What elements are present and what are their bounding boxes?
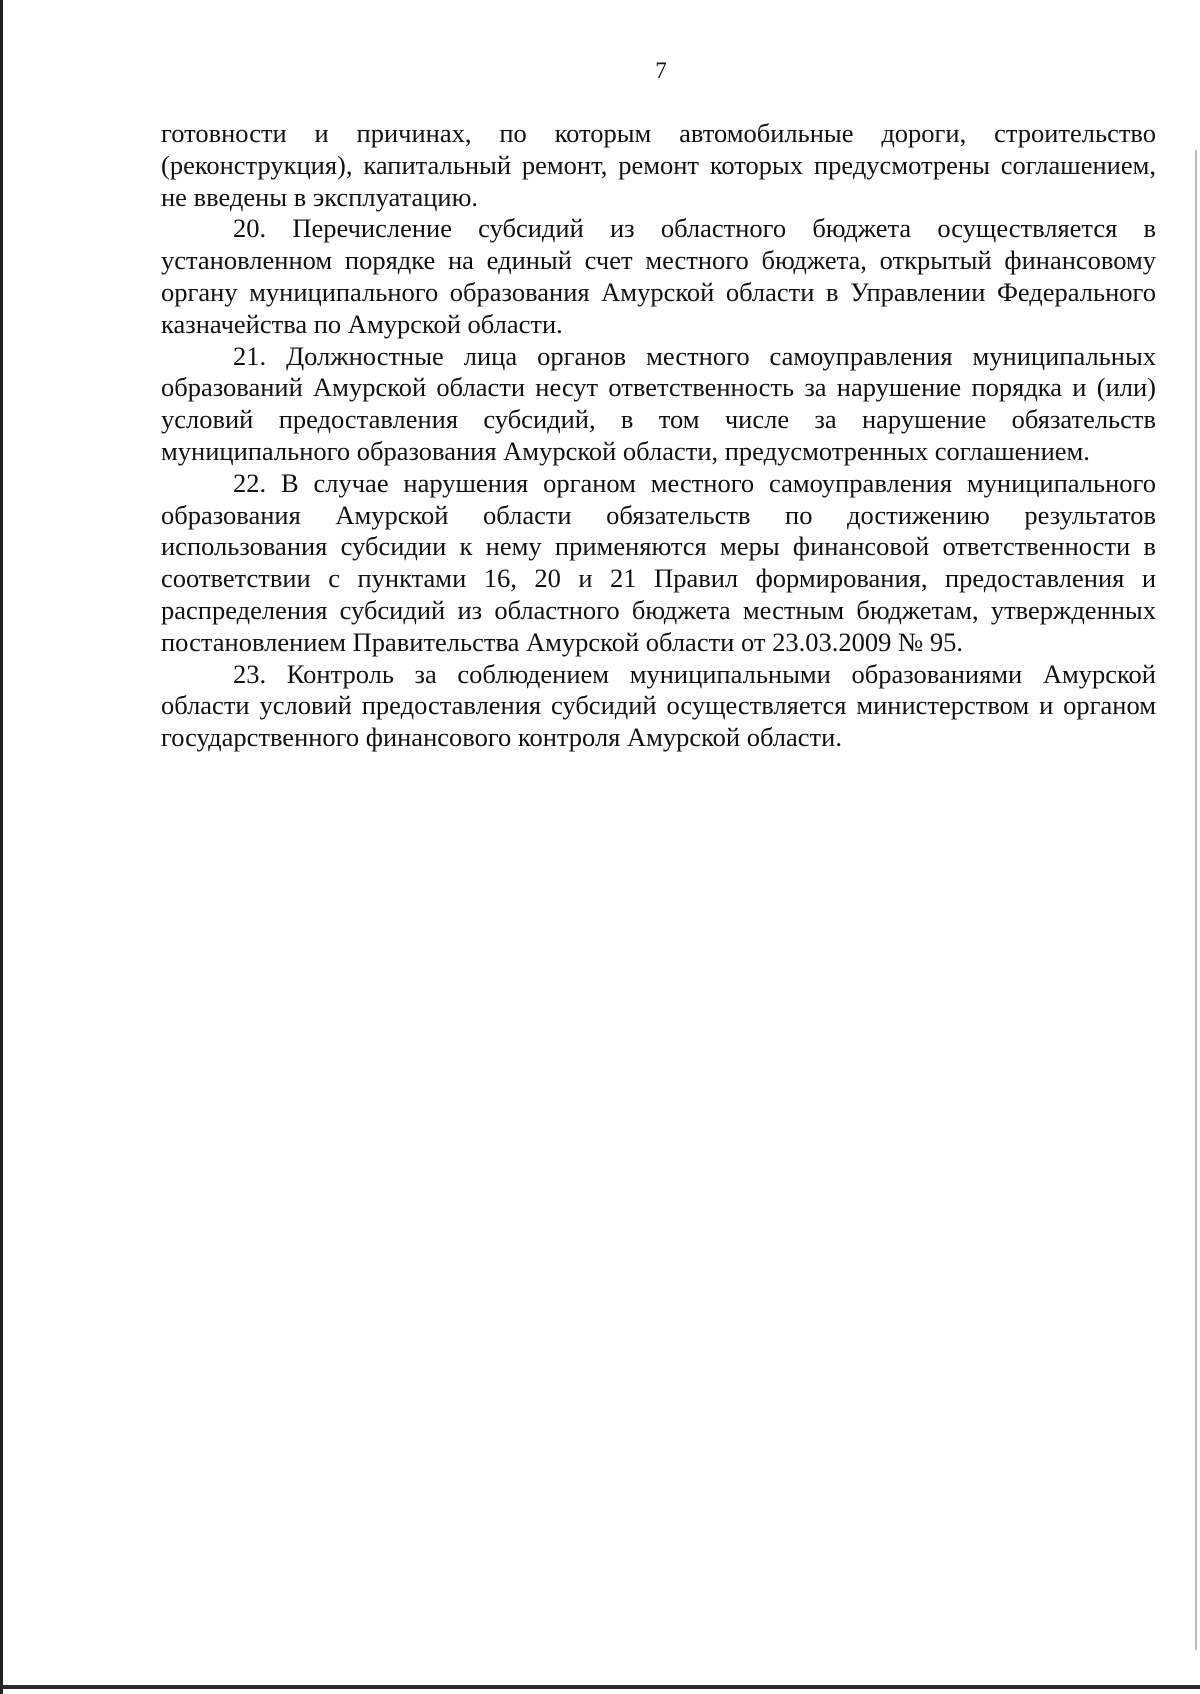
- scan-edge-right: [1195, 150, 1197, 1650]
- paragraph-23: 23. Контроль за соблюдением муниципальными образованиями Амурской области условий предоставления субсидий осуществляется министерством и органом государственного финансового контроля Амурской области.: [161, 658, 1156, 753]
- paragraph-continuation: готовности и причинах, по которым автомобильные дороги, строительство (реконструкция), капитальный ремонт, ремонт которых предусмотрены соглашением, не введены в эксплуатацию.: [161, 118, 1156, 212]
- paragraph-22: 22. В случае нарушения органом местного самоуправления муниципального образования Амурской области обязательств по достижению результатов использования субсидии к нему применяются меры финансовой ответственности в соответствии с пунктами 16, 20 и 21 Правил формирования, предоставления и распределения субсидий из областного бюджета местным бюджетам, утвержденных постановлением Правительства Амурской области от 23.03.2009 № 95.: [161, 467, 1156, 657]
- paragraph-20: 20. Перечисление субсидий из областного бюджета осуществляется в установленном порядке на единый счет местного бюджета, открытый финансовому органу муниципального образования Амурской области в Управлении Федерального казначейства по Амурской области.: [161, 213, 1156, 339]
- scan-edge-left: [0, 0, 3, 1694]
- document-body: [161, 118, 1156, 754]
- page-number: 7: [655, 58, 667, 83]
- scan-edge-bottom: [0, 1685, 1200, 1689]
- paragraph-21: 21. Должностные лица органов местного самоуправления муниципальных образований Амурской области несут ответственность за нарушение порядка и (или) условий предоставления субсидий, в том числе за нарушение обязательств муниципального образования Амурской области, предусмотренных соглашением.: [161, 340, 1156, 466]
